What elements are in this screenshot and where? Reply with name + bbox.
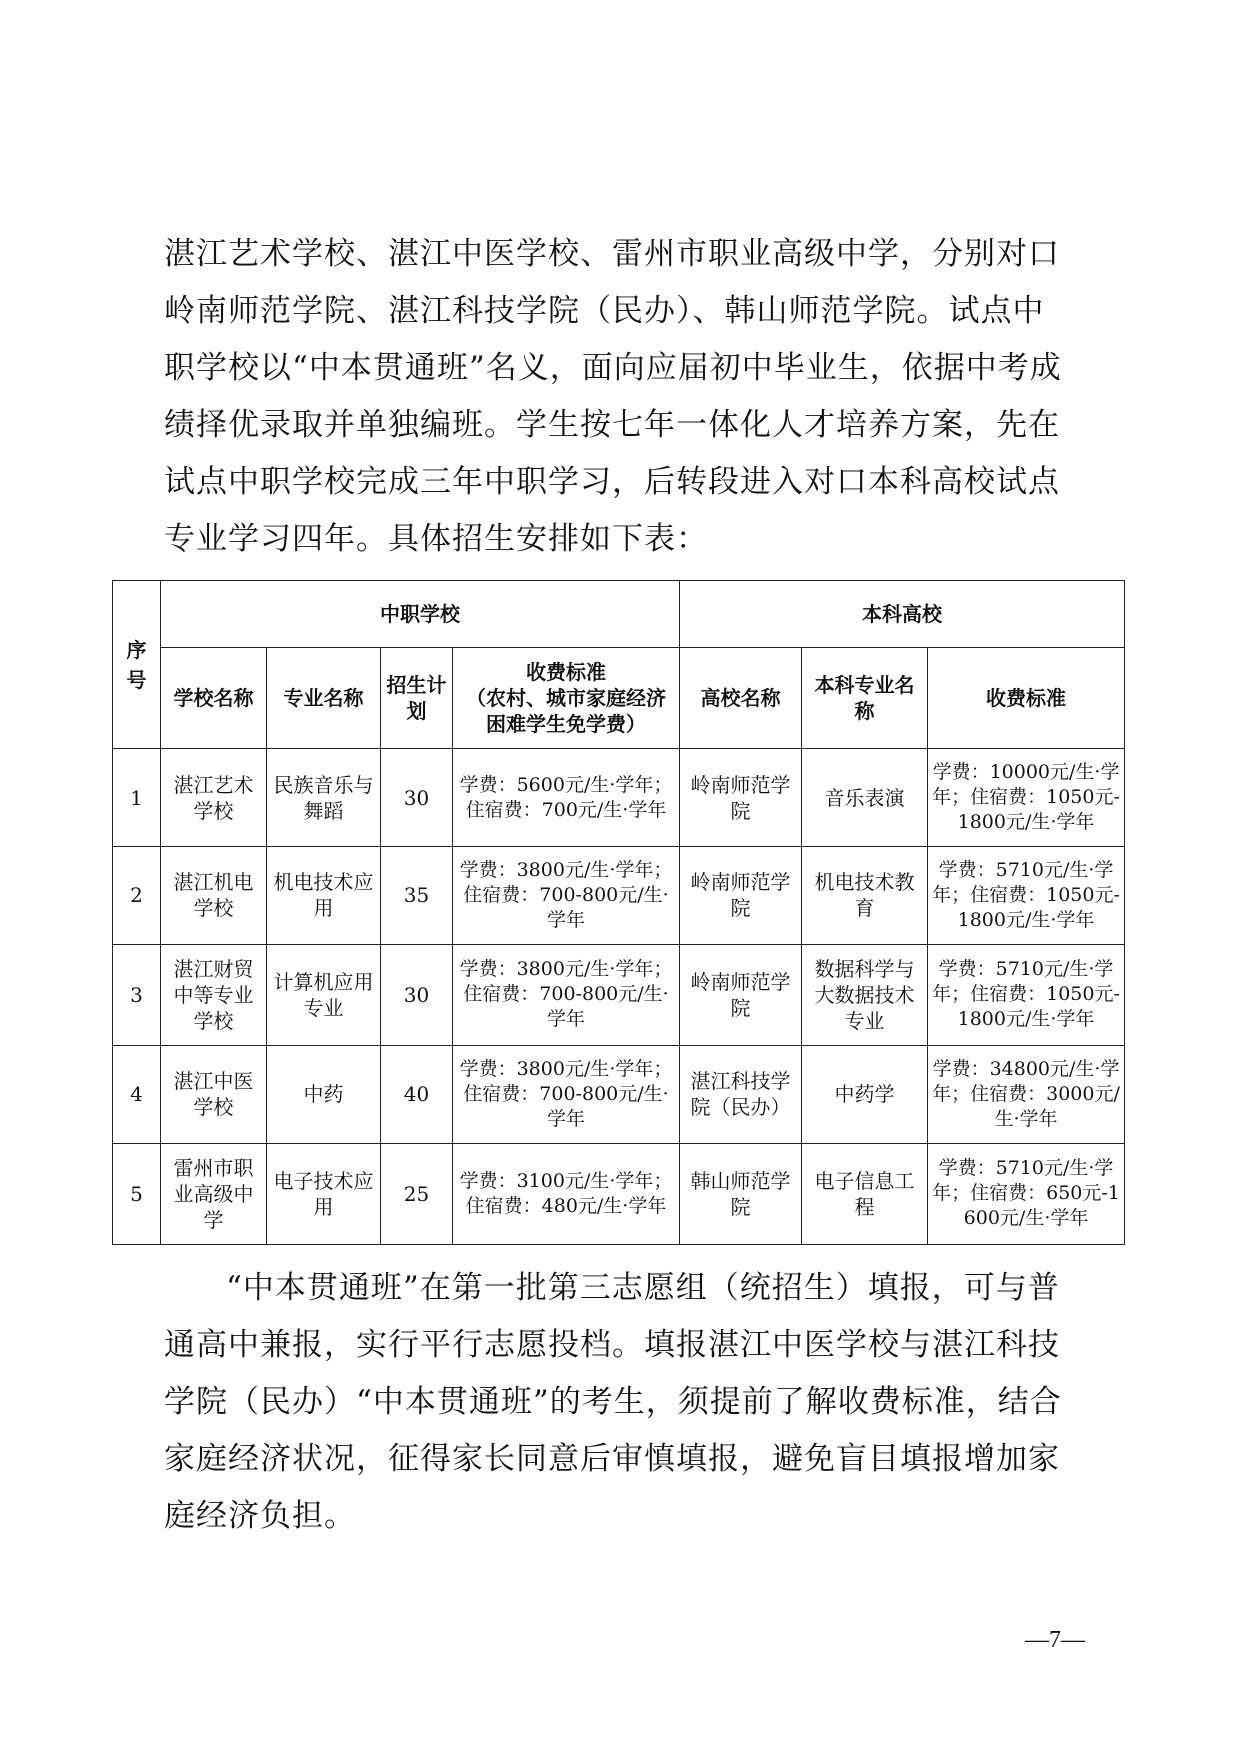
university-cell: 岭南师范学院	[680, 846, 802, 944]
major-cell: 民族音乐与舞蹈	[267, 749, 381, 847]
vocational-group-header: 中职学校	[161, 581, 680, 648]
enrollment-table	[112, 580, 1125, 1245]
fee-cell: 学费：3800元/生·学年；住宿费：700-800元/生·学年	[453, 846, 680, 944]
major-cell: 中药	[267, 1045, 381, 1143]
table-column-header-row	[113, 648, 1125, 749]
university-cell: 韩山师范学院	[680, 1143, 802, 1244]
seq-cell: 3	[113, 944, 161, 1045]
filing-paragraph	[164, 1260, 1084, 1545]
fee-standard-title: 收费标准	[526, 660, 606, 685]
seq-cell: 2	[113, 846, 161, 944]
text-line: 专业学习四年。具体招生安排如下表：	[164, 521, 708, 557]
major-name-header: 专业名称	[267, 648, 381, 749]
school-cell: 湛江中医学校	[161, 1045, 267, 1143]
plan-cell: 30	[381, 749, 453, 847]
fee-cell: 学费：3100元/生·学年；住宿费：480元/生·学年	[453, 1143, 680, 1244]
university-fee-cell: 学费：5710元/生·学年；住宿费：1050元-1800元/生·学年	[928, 944, 1125, 1045]
text-line: 岭南师范学院、湛江科技学院（民办）、韩山师范学院。试点中	[164, 293, 1045, 329]
fee-cell: 学费：3800元/生·学年；住宿费：700-800元/生·学年	[453, 1045, 680, 1143]
seq-cell: 5	[113, 1143, 161, 1244]
university-cell: 岭南师范学院	[680, 749, 802, 847]
table-group-header-row	[113, 581, 1125, 648]
university-major-cell: 数据科学与大数据技术专业	[802, 944, 928, 1045]
university-fee-header: 收费标准	[928, 648, 1125, 749]
school-cell: 雷州市职业高级中学	[161, 1143, 267, 1244]
university-major-cell: 电子信息工程	[802, 1143, 928, 1244]
text-line: 家庭经济状况，征得家长同意后审慎填报，避免盲目填报增加家	[164, 1441, 1060, 1477]
university-cell: 湛江科技学院（民办）	[680, 1045, 802, 1143]
table-row	[113, 1143, 1125, 1244]
text-line: 庭经济负担。	[164, 1498, 356, 1534]
university-fee-cell: 学费：10000元/生·学年；住宿费：1050元-1800元/生·学年	[928, 749, 1125, 847]
university-fee-cell: 学费：5710元/生·学年；住宿费：650元-1600元/生·学年	[928, 1143, 1125, 1244]
page-number: —7—	[1025, 1627, 1085, 1653]
major-cell: 计算机应用专业	[267, 944, 381, 1045]
text-line: 职学校以“中本贯通班”名义，面向应届初中毕业生，依据中考成	[164, 350, 1062, 386]
university-fee-cell: 学费：34800元/生·学年；住宿费：3000元/生·学年	[928, 1045, 1125, 1143]
major-cell: 电子技术应用	[267, 1143, 381, 1244]
text-line: 通高中兼报，实行平行志愿投档。填报湛江中医学校与湛江科技	[164, 1327, 1060, 1363]
school-cell: 湛江财贸中等专业学校	[161, 944, 267, 1045]
plan-cell: 35	[381, 846, 453, 944]
university-group-header: 本科高校	[680, 581, 1125, 648]
fee-standard-header	[453, 648, 680, 749]
table-row	[113, 749, 1125, 847]
plan-cell: 40	[381, 1045, 453, 1143]
plan-cell: 25	[381, 1143, 453, 1244]
text-line: 绩择优录取并单独编班。学生按七年一体化人才培养方案，先在	[164, 407, 1060, 443]
school-cell: 湛江机电学校	[161, 846, 267, 944]
university-cell: 岭南师范学院	[680, 944, 802, 1045]
plan-cell: 30	[381, 944, 453, 1045]
seq-cell: 1	[113, 749, 161, 847]
intro-paragraph	[164, 226, 1084, 568]
table-row	[113, 846, 1125, 944]
text-line: 试点中职学校完成三年中职学习，后转段进入对口本科高校试点	[164, 464, 1060, 500]
fee-cell: 学费：3800元/生·学年；住宿费：700-800元/生·学年	[453, 944, 680, 1045]
table-row	[113, 1045, 1125, 1143]
fee-cell: 学费：5600元/生·学年；住宿费：700元/生·学年	[453, 749, 680, 847]
university-major-header: 本科专业名称	[802, 648, 928, 749]
major-cell: 机电技术应用	[267, 846, 381, 944]
text-line: 学院（民办）“中本贯通班”的考生，须提前了解收费标准，结合	[164, 1384, 1062, 1420]
university-major-cell: 音乐表演	[802, 749, 928, 847]
university-major-cell: 机电技术教育	[802, 846, 928, 944]
seq-cell: 4	[113, 1045, 161, 1143]
enrollment-plan-header: 招生计划	[381, 648, 453, 749]
text-line: 湛江艺术学校、湛江中医学校、雷州市职业高级中学，分别对口	[164, 236, 1060, 272]
university-fee-cell: 学费：5710元/生·学年；住宿费：1050元-1800元/生·学年	[928, 846, 1125, 944]
university-name-header: 高校名称	[680, 648, 802, 749]
seq-header: 序号	[113, 581, 161, 749]
school-name-header: 学校名称	[161, 648, 267, 749]
university-major-cell: 中药学	[802, 1045, 928, 1143]
table-row	[113, 944, 1125, 1045]
fee-standard-note: （农村、城市家庭经济困难学生免学费）	[466, 686, 666, 737]
text-line: “中本贯通班”在第一批第三志愿组（统招生）填报，可与普	[226, 1270, 1060, 1306]
school-cell: 湛江艺术学校	[161, 749, 267, 847]
